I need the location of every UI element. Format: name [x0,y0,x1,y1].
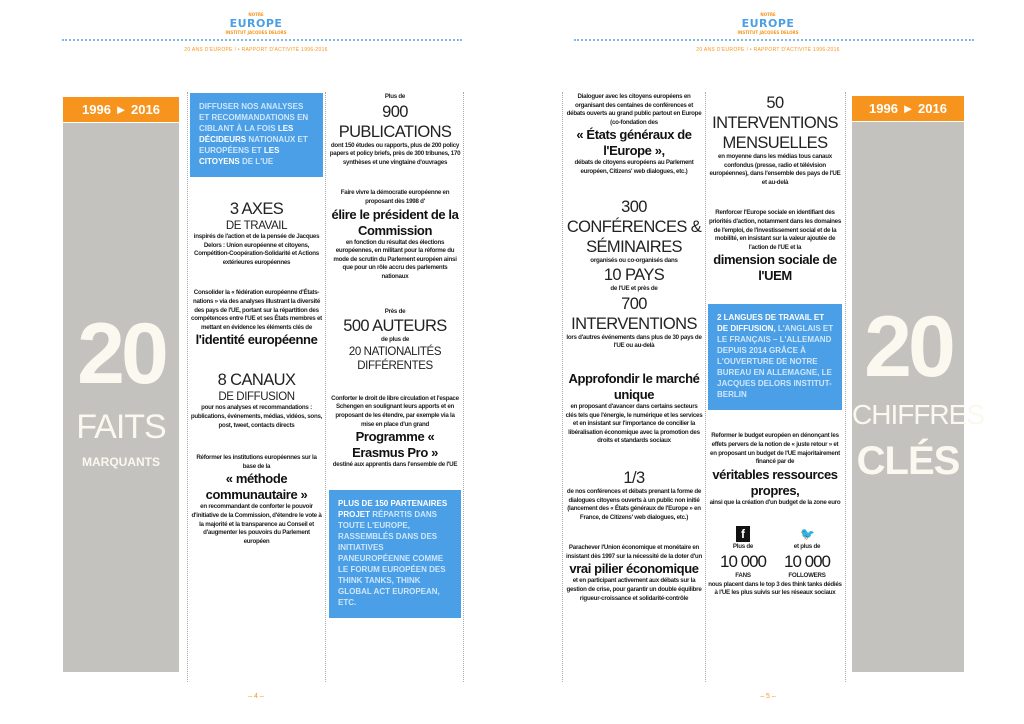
box-bold-text: PLUS DE 150 PARTENAIRES PROJET [338,498,448,519]
highlight-text: « États généraux de l'Europe », [576,127,692,159]
header-subtitle: 20 ANS D'EUROPE ! • RAPPORT D'ACTIVITÉ 1996-2016 [184,47,328,53]
column-divider [562,92,563,682]
stat-prefix: et plus de [793,543,821,551]
header-divider [574,39,974,42]
title-word: CHIFFRES [852,399,984,430]
facebook-stat [720,525,766,580]
body-text: et en participant activement aux débats sur la gestion de crise, pour garantir un double équilibre rigueur-croissance et solidarité-contrôle [566,577,702,602]
highlight-text: l'identité européenne [195,332,318,348]
stat-label: FOLLOWERS [788,571,826,579]
title-number: 20 [864,299,952,395]
logo-main: EUROPE [229,17,283,30]
column-divider [463,92,464,682]
column-divider [187,92,188,682]
box-text: DIFFUSER NOS ANALYSES ET RECOMMANDATIONS EN CIBLANT À LA FOIS [199,102,309,133]
body-text: nous placent dans le top 3 des think tanks dédiés à l'UE les plus suivis sur les réseaux sociaux [708,580,842,597]
figure-caption: DE DIFFUSION [218,391,295,404]
body-text: Parachever l'Union économique et monétaire en insistant dès 1997 sur la nécessité de la doter d'un [566,544,702,560]
highlight-box [190,93,323,177]
stat-number: 10 000 [720,551,766,571]
fact-block [565,197,703,351]
social-stats [708,525,842,580]
body-text: inspirés de l'action et de la pensée de Jacques Delors : Union européenne et citoyens, Compétition-Coopération-Solidarité et Actions extérieures européennes [193,233,320,266]
body-text: Reformer le budget européen en dénonçant les effets pervers de la notion de « juste retour » et en proposant un budget de l'UE majoritairement financé par de [710,432,840,466]
key-figure: 900 PUBLICATIONS [338,102,452,141]
body-text: Près de [384,307,406,315]
figures-column-1 [565,93,703,603]
body-text: débats de citoyens européens au Parlement européen, Citizens' web dialogues, etc.) [574,159,694,175]
fact-block [190,199,323,267]
fact-block [190,93,323,177]
box-bold-text: LES CITOYENS [199,146,280,166]
highlight-text: Approfondir le marché unique [568,370,700,402]
highlight-text: véritables ressources propres, [712,466,838,498]
column-divider [845,92,846,682]
fact-block [565,93,703,177]
box-bold-text: LES DÉCIDEURS [199,124,294,144]
right-page [512,0,1024,724]
box-text: L'ANGLAIS ET LE FRANÇAIS – L'ALLEMAND DEPUIS 2014 GRÂCE À L'OUVERTURE DE NOTRE BUREAU EN ALLEMAGNE, LE JACQUES DELORS INSTITUT-BERLIN [717,324,834,400]
key-figure: 700 INTERVENTIONS [571,294,697,333]
fact-block [565,468,703,522]
key-figure: 10 PAYS [603,266,665,285]
title-subword: CLÉS [856,439,960,483]
header-subtitle: 20 ANS D'EUROPE ! • RAPPORT D'ACTIVITÉ 1996-2016 [696,47,840,53]
body-text: en proposant d'avancer dans certains secteurs clés tels que l'énergie, le numérique et les services et en insistant sur l'importance de concilier la libéralisation économique avec la promotion des droits et standards sociaux [565,402,703,445]
highlight-box [708,304,842,410]
title-subword: MARQUANTS [82,455,160,469]
facts-column-2 [329,93,461,618]
box-text: RÉPARTIS DANS TOUTE L'EUROPE, RASSEMBLÉS DANS DES INITIATIVES PANEUROPÉENNE COMME LE FORUM EUROPÉEN DES THINK TANKS, THINK GLOBAL ACT EUROPEAN, ETC. [338,509,446,607]
key-figure: 1/3 [623,468,645,487]
title-word: FAITS [76,408,166,446]
page-number: – 4 – [248,693,264,700]
twitter-stat [784,525,830,580]
logo [512,12,1024,36]
twitter-icon: 🐦 [800,527,815,542]
title-number: 20 [77,306,165,402]
facts-column-1 [190,93,323,546]
fact-block [329,308,461,373]
stat-label: FANS [735,571,751,579]
fact-block [708,304,842,410]
highlight-text: vrai pilier économique [569,561,699,577]
body-text: ainsi que la création d'un budget de la zone euro [709,498,841,506]
key-figure: 8 CANAUX [217,371,296,390]
logo-top: NOTRE [760,12,776,17]
logo-sub: INSTITUT JACQUES DELORS [737,30,799,35]
body-text: en fonction du résultat des élections européennes, en militant pour la réforme du mode de scrutin du Parlement européen ainsi que pour un rôle accru des parlements nationaux [333,238,457,280]
logo-sub: INSTITUT JACQUES DELORS [225,30,287,35]
fact-block [565,371,703,446]
stat-number: 10 000 [784,551,830,571]
fact-block [565,544,703,603]
key-figure: 50 INTERVENTIONS MENSUELLES [712,94,838,152]
title-column [852,122,984,672]
page-number: – 5 – [760,693,776,700]
key-figure: 300 CONFÉRENCES & SÉMINAIRES [566,197,702,256]
key-figure: 500 AUTEURS [343,317,447,336]
body-text: de l'UE et près de [610,285,658,293]
figure-caption: DE TRAVAIL [225,220,288,232]
logo-main: EUROPE [741,17,795,30]
body-text: Dialoguer avec les citoyens européens en organisant des centaines de conférences et débats ouverts au grand public partout en Europe (co-fondation des [566,93,702,126]
body-text: Consolider la « fédération européenne d'États-nations » via des analyses illustrant la diversité des pays de l'UE, portant sur la répartition des compétences entre l'UE et ses États membres et mettant en évidence les éléments clés de [191,289,322,331]
body-text: de plus de [380,336,410,344]
logo-top: NOTRE [248,12,264,17]
body-text: lors d'autres événements dans plus de 30 pays de l'UE ou au-delà [566,333,702,350]
highlight-text: dimension sociale de l'UEM [713,252,837,284]
body-text: organisés ou co-organisés dans [590,256,678,264]
figure-caption: 20 NATIONALITÉS DIFFÉRENTES [348,345,442,372]
facebook-icon: f [736,526,750,542]
fact-block [329,395,461,470]
column-divider [705,92,706,682]
fact-block [190,289,323,348]
fact-block [708,432,842,507]
body-text: en recommandant de conforter le pouvoir d'initiative de la Commission, d'étendre le vote à la majorité et la transparence au Conseil et d'augmenter les pouvoirs du Parlement européen [191,503,322,545]
year-banner: 1996 ► 2016 [63,97,179,122]
body-text: destiné aux apprentis dans l'ensemble de l'UE [332,461,458,469]
body-text: de nos conférences et débats prenant la forme de dialogues citoyens ouverts à un public non initié (lancement des « États généraux de l'Europe » en France, de Citizens' web dialogues, etc.) [566,487,702,521]
fact-block [190,454,323,546]
highlight-text: Programme « Erasmus Pro » [352,429,438,461]
fact-block [708,525,842,597]
highlight-text: « méthode communautaire » [205,471,308,503]
body-text: en moyenne dans les médias tous canaux confondus (presse, radio et télévision européennes), dans l'ensemble des pays de l'UE et au-delà [709,153,841,186]
figures-column-2 [708,93,842,598]
header-divider [62,39,462,42]
box-text: NATIONAUX ET EUROPÉENS ET [199,135,308,155]
fact-block [708,93,842,187]
body-text: Plus de [384,93,406,100]
body-text: Renforcer l'Europe sociale en identifiant des priorités d'action, notamment dans les domaines de l'emploi, de l'investissement social et de la mobilité, en insistant sur la valeur ajoutée de l'action de l'UE et la [708,209,842,251]
stat-prefix: Plus de [732,543,754,551]
year-banner: 1996 ► 2016 [852,96,964,121]
title-column [63,123,179,672]
logo [0,12,512,36]
key-figure: 3 AXES [229,200,284,218]
body-text: dont 150 études ou rapports, plus de 200 policy papers et policy briefs, près de 300 tribunes, 170 synthèses et une vingtaine d'ouvrages [329,141,461,166]
column-divider [325,92,326,682]
box-text: DE L'UE [239,157,274,166]
fact-block [190,370,323,430]
box-bold-text: 2 LANGUES DE TRAVAIL ET DE DIFFUSION, [717,313,825,334]
body-text: pour nos analyses et recommandations : publications, événements, médias, vidéos, sons, post, tweet, contacts directs [190,404,323,429]
body-text: Faire vivre la démocratie européenne en proposant dès 1998 d' [340,189,450,205]
fact-block [329,490,461,618]
fact-block [708,209,842,284]
body-text: Réformer les institutions européennes sur la base de la [196,454,317,470]
body-text: Conforter le droit de libre circulation et l'espace Schengen en soulignant leurs apports et en proposant de les étendre, par exemple via la mise en place d'un grand [331,394,459,428]
highlight-text: élire le président de la Commission [331,206,459,238]
fact-block [329,189,461,281]
fact-block [329,93,461,167]
highlight-box [329,490,461,618]
